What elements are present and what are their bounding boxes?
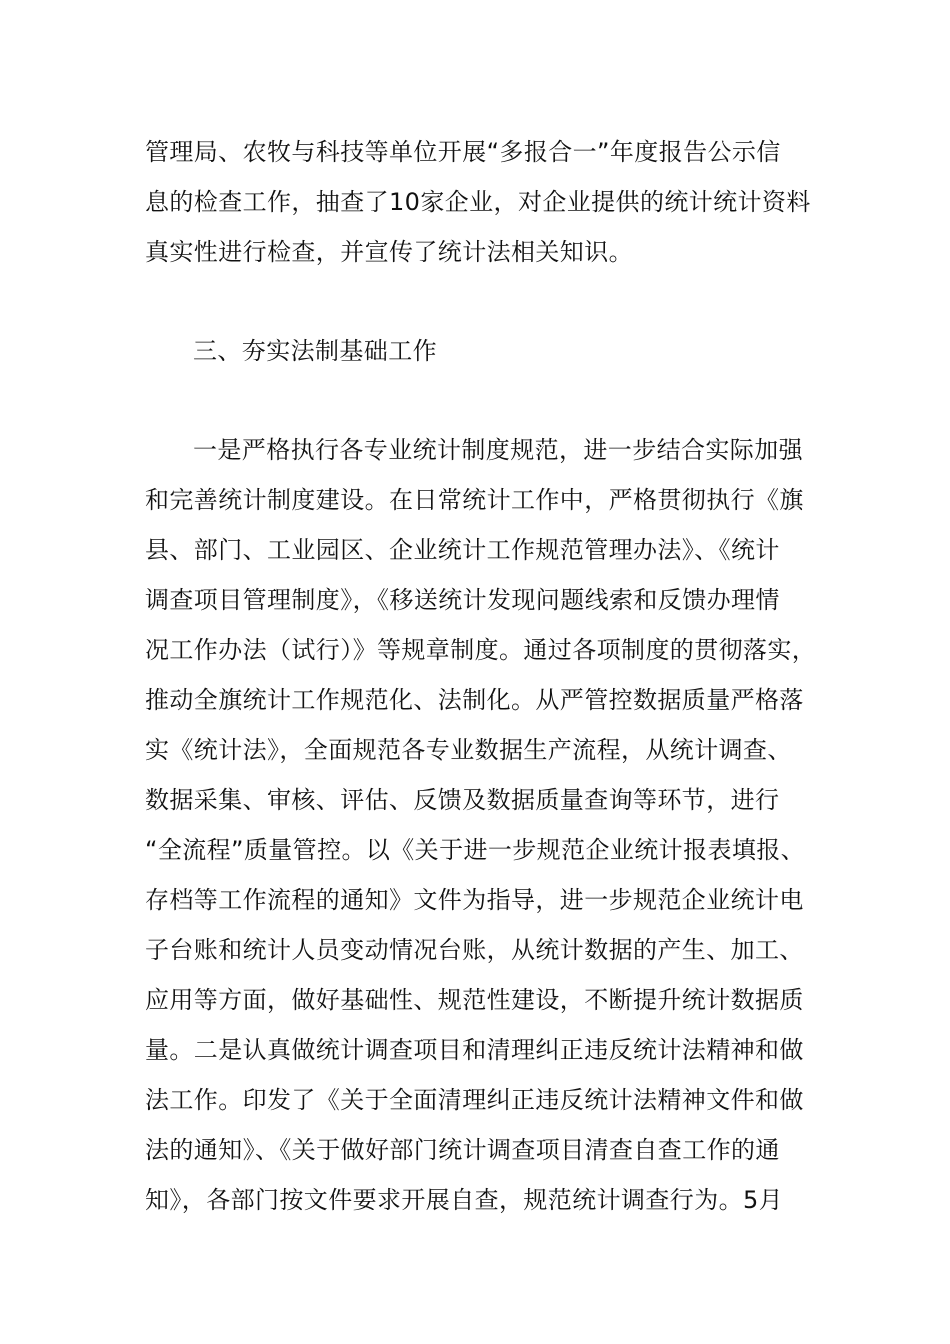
section-heading: 三、夯实法制基础工作 (193, 337, 437, 365)
text-line: 法工作。印发了《关于全面清理纠正违反统计法精神文件和做 (145, 1086, 804, 1114)
text-line: 真实性进行检查，并宣传了统计法相关知识。 (145, 238, 633, 266)
text-line: 子台账和统计人员变动情况台账，从统计数据的产生、加工、 (145, 936, 804, 964)
text-line: 和完善统计制度建设。在日常统计工作中，严格贯彻执行《旗 (145, 486, 804, 514)
text-line: 县、部门、工业园区、企业统计工作规范管理办法》、《统计 (145, 536, 780, 564)
text-line: 实《统计法》，全面规范各专业数据生产流程，从统计调查、 (145, 736, 792, 764)
text-line: 息的检查工作，抽查了10家企业，对企业提供的统计统计资料 (145, 188, 811, 216)
text-line: 数据采集、审核、评估、反馈及数据质量查询等环节，进行 (145, 786, 780, 814)
text-line: 应用等方面，做好基础性、规范性建设，不断提升统计数据质 (145, 986, 804, 1014)
text-line: 调查项目管理制度》，《移送统计发现问题线索和反馈办理情 (145, 586, 780, 614)
text-line: 知》，各部门按文件要求开展自查，规范统计调查行为。5月 (145, 1186, 784, 1214)
text-line: 推动全旗统计工作规范化、法制化。从严管控数据质量严格落 (145, 686, 804, 714)
text-line: 况工作办法（试行）》等规章制度。通过各项制度的贯彻落实， (145, 636, 817, 664)
text-line: 管理局、农牧与科技等单位开展“多报合一”年度报告公示信 (145, 138, 781, 166)
text-line: 法的通知》、《关于做好部门统计调查项目清查自查工作的通 (145, 1136, 780, 1164)
text-line: 一是严格执行各专业统计制度规范，进一步结合实际加强 (193, 436, 803, 464)
text-line: “全流程”质量管控。以《关于进一步规范企业统计报表填报、 (145, 836, 806, 864)
text-line: 量。二是认真做统计调查项目和清理纠正违反统计法精神和做 (145, 1036, 804, 1064)
text-line: 存档等工作流程的通知》文件为指导，进一步规范企业统计电 (145, 886, 804, 914)
